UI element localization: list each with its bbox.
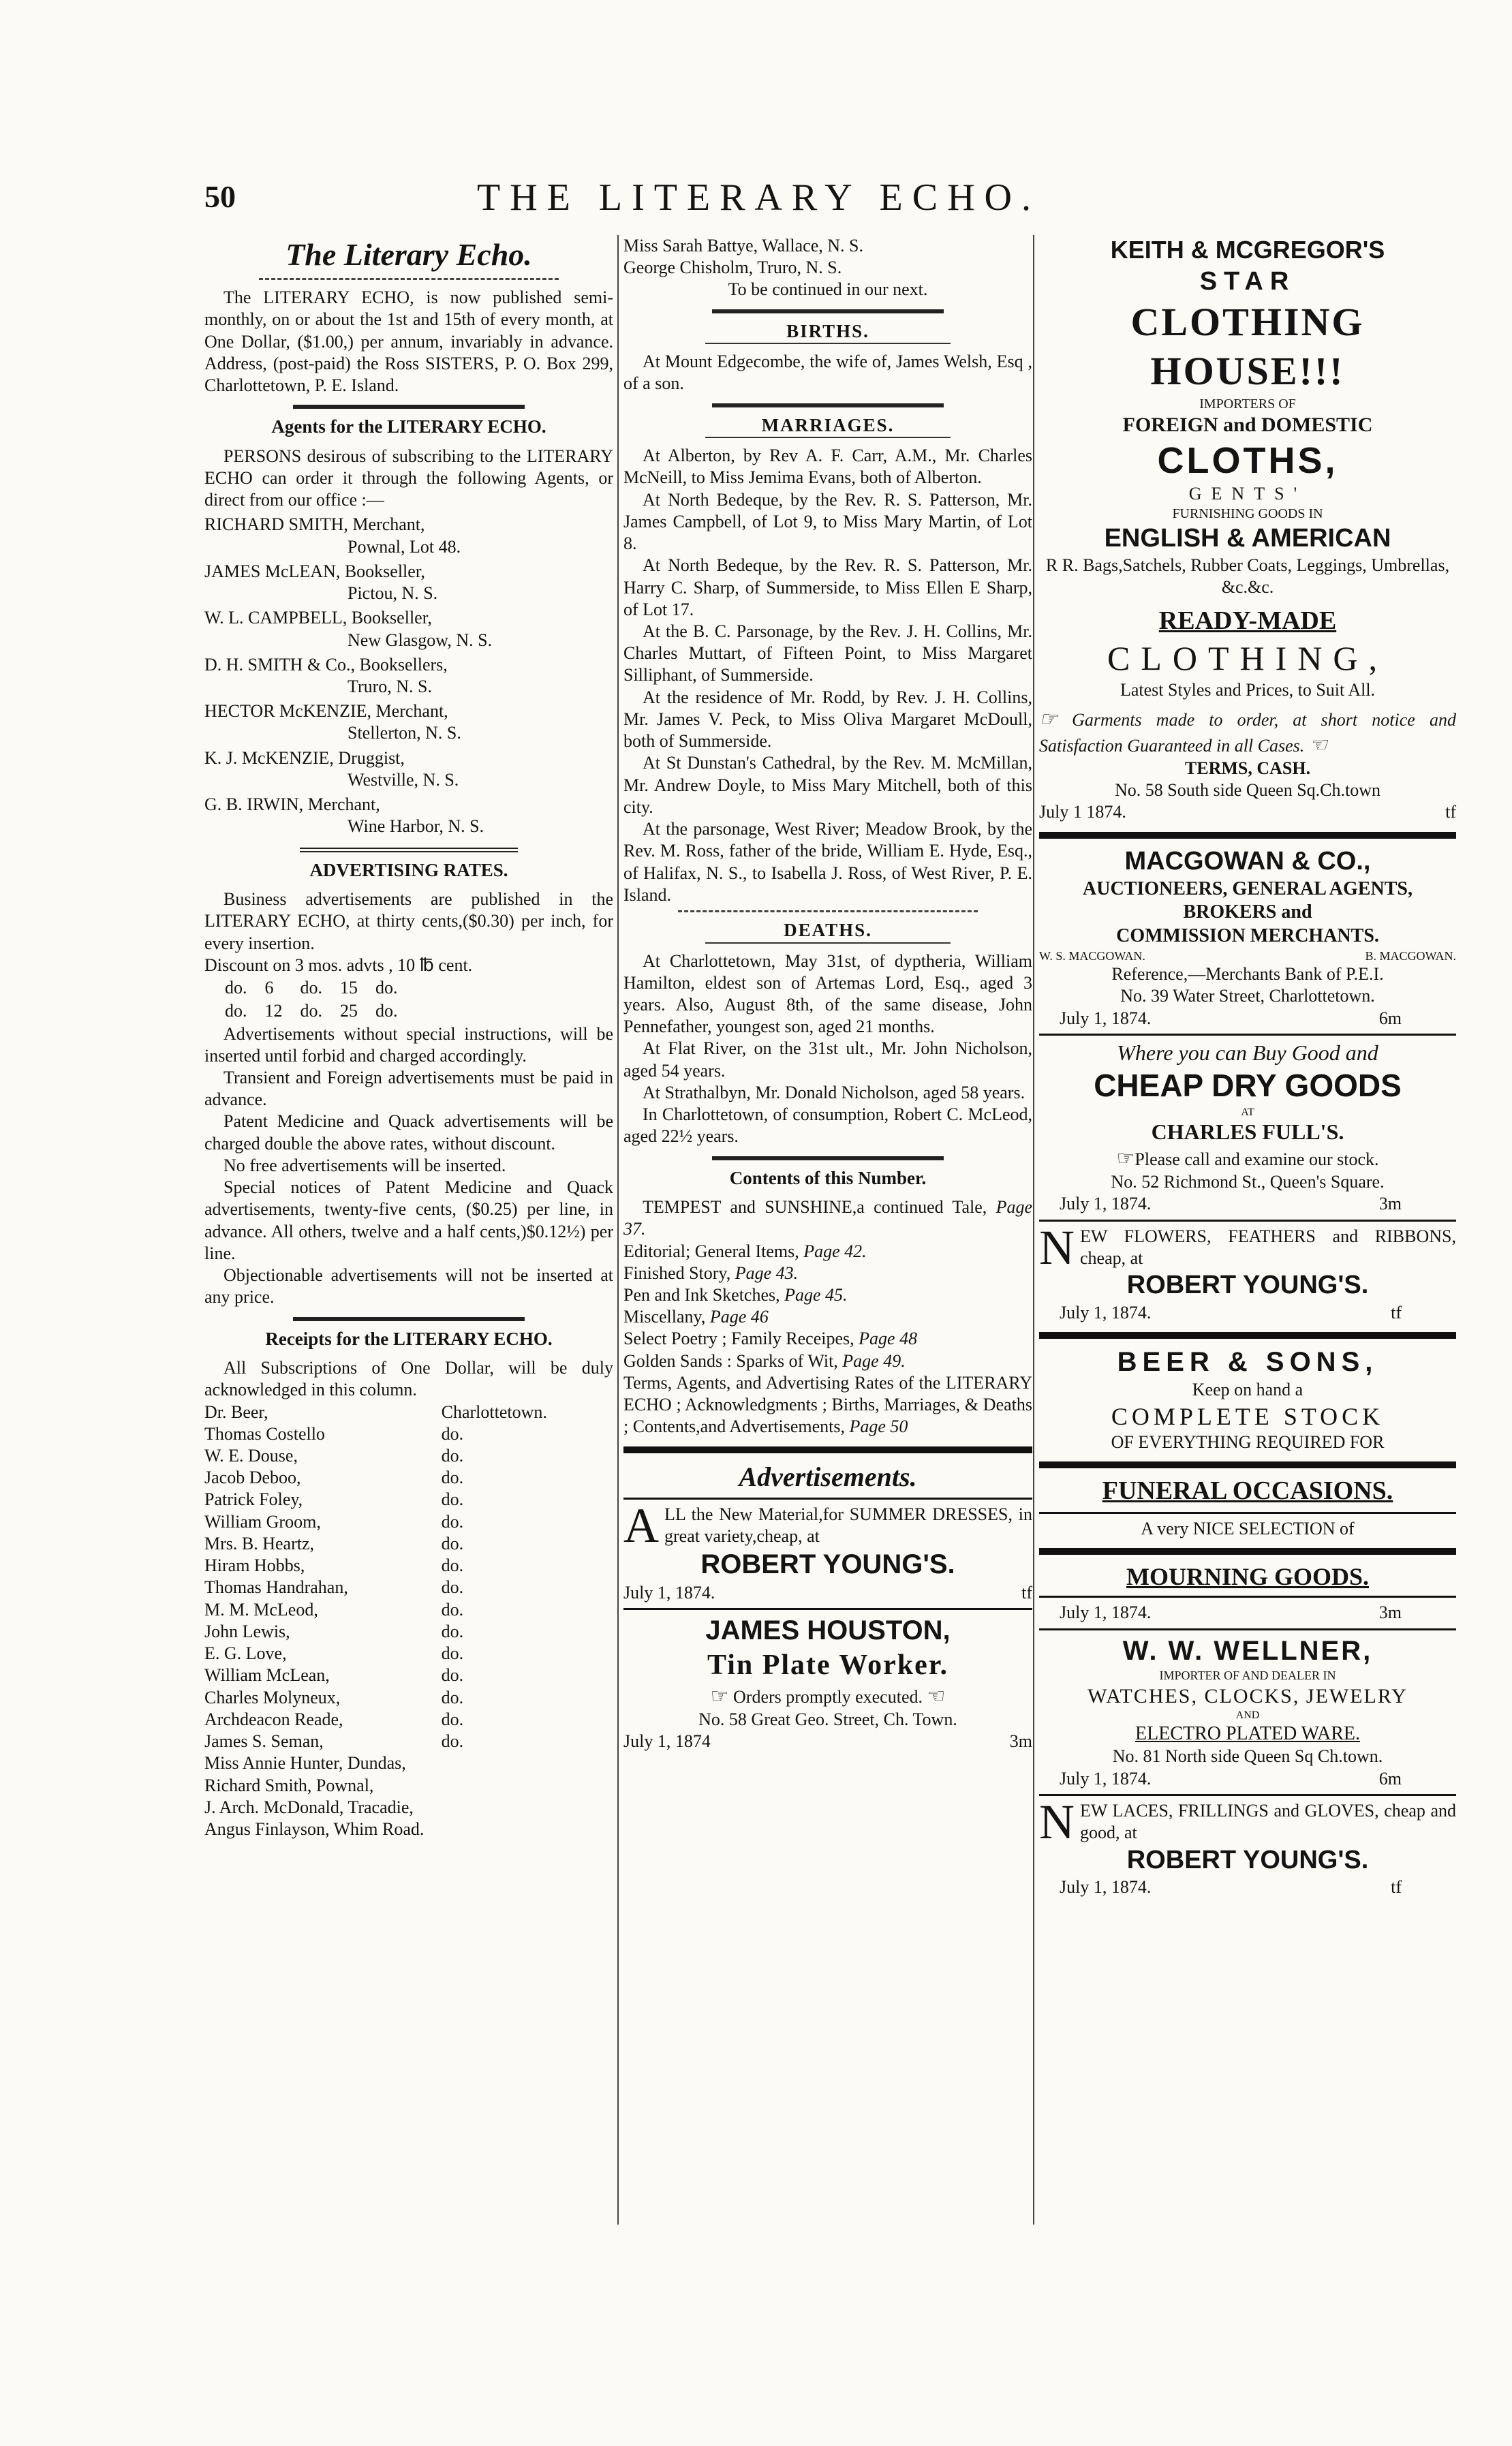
drop-cap: N bbox=[1039, 1794, 1075, 1849]
table-cell: do. bbox=[375, 1001, 398, 1021]
ad-date: July 1, 1874. bbox=[1060, 1876, 1152, 1897]
pointing-hand-icon: ☞ bbox=[710, 1684, 729, 1707]
column-rule bbox=[617, 235, 619, 2225]
subscriber-name: Jacob Deboo, bbox=[204, 1468, 301, 1488]
ad-text: WATCHES, CLOCKS, JEWELRY bbox=[1087, 1684, 1408, 1707]
ad-address: No. 58 Great Geo. Street, Ch. Town. bbox=[698, 1709, 957, 1729]
marriages-heading: MARRIAGES. bbox=[705, 414, 951, 438]
ad-text: Garments made to order, at short notice and Satisfaction Guaranteed in all Cases. bbox=[1039, 710, 1457, 756]
ad-text: AUCTIONEERS, GENERAL AGENTS, BROKERS and bbox=[1083, 878, 1413, 923]
agent-location: Westville, N. S. bbox=[348, 769, 459, 790]
ad-text: COMMISSION MERCHANTS. bbox=[1116, 925, 1379, 947]
contents-page: Page 43. bbox=[735, 1263, 799, 1283]
divider bbox=[1039, 1220, 1456, 1222]
ad-text: LL the New Material,for SUMMER DRESSES, in great variety,cheap, at bbox=[664, 1504, 1032, 1547]
paper-title: The Literary Echo. bbox=[286, 237, 532, 272]
contents-title: Pen and Ink Sketches, bbox=[623, 1285, 780, 1305]
agents-list bbox=[204, 514, 613, 837]
subscriber-place: do. bbox=[441, 1643, 464, 1664]
agent-location: Truro, N. S. bbox=[348, 677, 433, 697]
ad-charles-full bbox=[1039, 1040, 1456, 1216]
table-row bbox=[204, 1621, 613, 1643]
discount-table bbox=[225, 976, 416, 1023]
ad-date: July 1 1874. bbox=[1039, 802, 1126, 822]
ad-macgowan bbox=[1039, 846, 1456, 1030]
rates-paragraph: Special notices of Patent Medicine and Quack advertisements, twenty-five cents, ($0.25) per line, in advance. All others, twelve and a half cents,)$0.12½) per line. bbox=[204, 1177, 613, 1263]
subscriber-place: do. bbox=[441, 1577, 464, 1598]
continued-line: Miss Sarah Battye, Wallace, N. S. bbox=[623, 236, 863, 256]
contents-page: Page 42. bbox=[803, 1241, 867, 1261]
pointing-hand-icon: ☜ bbox=[927, 1684, 946, 1707]
pointing-hand-icon: ☞ bbox=[1116, 1147, 1135, 1170]
divider bbox=[1039, 1512, 1456, 1514]
table-row bbox=[204, 1731, 613, 1752]
table-cell: do. bbox=[300, 1001, 322, 1021]
marriage-notice: At the residence of Mr. Rodd, by Rev. J. H. Collins, Mr. James V. Peck, to Miss Oliva Margaret McDoull, both of Summerside. bbox=[623, 687, 1032, 752]
ad-merchant-name: ROBERT YOUNG'S. bbox=[700, 1549, 955, 1580]
agent-name: HECTOR McKENZIE, Merchant, bbox=[204, 701, 448, 722]
divider bbox=[1039, 1461, 1456, 1468]
agent-location: Stellerton, N. S. bbox=[348, 723, 461, 743]
ad-text: FOREIGN and DOMESTIC bbox=[1122, 414, 1373, 437]
ad-merchant-name: W. W. WELLNER, bbox=[1122, 1635, 1373, 1666]
divider bbox=[1039, 832, 1456, 839]
table-cell: do. bbox=[375, 978, 398, 998]
ad-tag: 6m bbox=[1378, 1008, 1402, 1028]
births-heading: BIRTHS. bbox=[705, 320, 951, 344]
contents-title: Editorial; General Items, bbox=[623, 1241, 799, 1261]
ad-date: July 1, 1874. bbox=[1060, 1603, 1152, 1623]
agent-name: JAMES McLEAN, Bookseller, bbox=[204, 561, 425, 581]
subscriber-place: do. bbox=[441, 1599, 464, 1620]
ad-new-laces bbox=[1039, 1794, 1456, 1898]
ad-text: Latest Styles and Prices, to Suit All. bbox=[1120, 680, 1376, 700]
subscriber-place: do. bbox=[441, 1621, 464, 1641]
table-cell: do. bbox=[225, 978, 247, 998]
subscriber-place: do. bbox=[441, 1555, 464, 1576]
ad-text: Keep on hand a bbox=[1192, 1380, 1303, 1400]
agent-location: Pownal, Lot 48. bbox=[348, 536, 461, 557]
marriage-notice: At North Bedeque, by the Rev. R. S. Patterson, Mr. James Campbell, of Lot 9, to Miss Mary Martin, of Lot 8. bbox=[623, 489, 1032, 554]
agent-location: Wine Harbor, N. S. bbox=[348, 816, 484, 837]
ad-text: TERMS, CASH. bbox=[1184, 758, 1311, 778]
ad-date: July 1, 1874. bbox=[1060, 1008, 1152, 1028]
ad-tag: 3m bbox=[1009, 1731, 1032, 1751]
ad-text: READY-MADE bbox=[1158, 606, 1337, 636]
ad-merchant-name: JAMES HOUSTON, bbox=[705, 1615, 951, 1645]
ad-date: July 1, 1874. bbox=[1060, 1194, 1152, 1214]
subscriber-place: do. bbox=[441, 1489, 464, 1510]
subscriber-name: Hiram Hobbs, bbox=[204, 1555, 305, 1576]
agent-name: K. J. McKENZIE, Druggist, bbox=[204, 747, 405, 768]
agent-entry bbox=[204, 794, 613, 837]
ad-wellner bbox=[1039, 1635, 1456, 1790]
table-row bbox=[204, 1511, 613, 1533]
subscriber-name: E. G. Love, bbox=[204, 1643, 287, 1664]
ad-address: No. 39 Water Street, Charlottetown. bbox=[1120, 986, 1375, 1006]
ad-cheap-dry-goods: CHEAP DRY GOODS bbox=[1094, 1068, 1402, 1104]
table-row bbox=[225, 976, 416, 1000]
agent-name: G. B. IRWIN, Merchant, bbox=[204, 794, 380, 815]
subscriber-place: do. bbox=[441, 1731, 464, 1752]
contents-title: Miscellany, bbox=[623, 1307, 706, 1327]
subscriber-place: do. bbox=[441, 1665, 464, 1686]
table-cell: 25 bbox=[340, 1001, 358, 1021]
ad-text: MOURNING GOODS. bbox=[1126, 1562, 1369, 1590]
agent-location: New Glasgow, N. S. bbox=[348, 630, 493, 650]
ad-partner: B. MACGOWAN. bbox=[1365, 948, 1456, 963]
death-notice: In Charlottetown, of consumption, Robert C. McLeod, aged 22½ years. bbox=[623, 1104, 1032, 1147]
divider bbox=[300, 848, 518, 852]
contents-title: Terms, Agents, and Advertising Rates of the LITERARY ECHO ; Acknowledgments ; Births, Marriages, & Deaths ; Contents,and Advertisements, bbox=[623, 1372, 1032, 1437]
subscriber-name: James S. Seman, bbox=[204, 1731, 324, 1752]
contents-heading: Contents of this Number. bbox=[729, 1167, 927, 1188]
rates-paragraph: Transient and Foreign advertisements must be paid in advance. bbox=[204, 1068, 613, 1110]
ad-text: EW LACES, FRILLINGS and GLOVES, cheap and good, at bbox=[1080, 1800, 1456, 1843]
ad-merchant-name: ROBERT YOUNG'S. bbox=[1126, 1845, 1369, 1874]
death-notice: At Strathalbyn, Mr. Donald Nicholson, aged 58 years. bbox=[643, 1082, 1025, 1102]
contents-page: Page 37. bbox=[623, 1197, 1032, 1239]
table-row bbox=[204, 1599, 613, 1621]
ad-text: OF EVERYTHING REQUIRED FOR bbox=[1111, 1432, 1385, 1453]
divider bbox=[623, 1446, 1032, 1453]
ad-cloths: CLOTHS, bbox=[1157, 439, 1338, 481]
ad-text: Orders promptly executed. bbox=[733, 1686, 923, 1707]
subscriber-line: J. Arch. McDonald, Tracadie, bbox=[204, 1797, 414, 1817]
table-row bbox=[204, 1402, 613, 1423]
contents-item bbox=[623, 1328, 1032, 1350]
contents-title: Select Poetry ; Family Receipes, bbox=[623, 1329, 854, 1349]
subscriber-name: Thomas Handrahan, bbox=[204, 1577, 348, 1598]
subscriber-line: Angus Finlayson, Whim Road. bbox=[204, 1818, 425, 1839]
ad-text: Where you can Buy Good and bbox=[1117, 1040, 1378, 1065]
ad-text: Reference,—Merchants Bank of P.E.I. bbox=[1111, 964, 1384, 985]
table-row bbox=[225, 1000, 416, 1023]
contents-item bbox=[623, 1196, 1032, 1240]
advertisements-heading: Advertisements. bbox=[739, 1461, 917, 1492]
subscriber-name: Archdeacon Reade, bbox=[204, 1709, 343, 1729]
ad-tag: 3m bbox=[1378, 1603, 1402, 1623]
pointing-hand-icon: ☜ bbox=[1308, 733, 1327, 756]
table-row bbox=[204, 1687, 613, 1709]
discount-line: Discount on 3 mos. advts , 10 ℔ cent. bbox=[204, 955, 473, 975]
agent-entry bbox=[204, 561, 613, 604]
subscriber-name: Mrs. B. Heartz, bbox=[204, 1533, 315, 1553]
table-cell: do. bbox=[225, 1001, 247, 1021]
table-cell: 6 bbox=[264, 978, 274, 998]
divider bbox=[712, 403, 944, 407]
ad-address: No. 58 South side Queen Sq.Ch.town bbox=[1115, 780, 1380, 801]
subscriber-place: do. bbox=[441, 1468, 464, 1488]
agent-location: Pictou, N. S. bbox=[348, 583, 438, 604]
ad-partner: W. S. MACGOWAN. bbox=[1039, 948, 1145, 963]
contents-page: Page 46 bbox=[709, 1307, 769, 1327]
table-row bbox=[204, 1533, 613, 1555]
marriage-notice: At St Dunstan's Cathedral, by the Rev. M. McMillan, Mr. Andrew Doyle, to Miss Mary Mitchell, both of this city. bbox=[623, 753, 1032, 817]
contents-page: Page 50 bbox=[849, 1416, 908, 1437]
ad-tag: tf bbox=[1391, 1302, 1402, 1322]
subscriber-name: Patrick Foley, bbox=[204, 1489, 303, 1510]
contents-item bbox=[623, 1350, 1032, 1372]
marriage-notice: At Alberton, by Rev A. F. Carr, A.M., Mr. Charles McNeill, to Miss Jemima Evans, both of Alberton. bbox=[623, 446, 1032, 488]
ad-date: July 1, 1874 bbox=[623, 1731, 711, 1751]
rates-paragraph: Advertisements without special instructions, will be inserted until forbid and charged accordingly. bbox=[204, 1023, 613, 1066]
ad-text: R R. Bags,Satchels, Rubber Coats, Leggings, Umbrellas, &c.&c. bbox=[1045, 555, 1450, 597]
ad-text: FURNISHING GOODS IN bbox=[1172, 506, 1323, 521]
agent-entry bbox=[204, 700, 613, 744]
divider bbox=[1039, 1794, 1456, 1796]
ad-text: AND bbox=[1235, 1709, 1260, 1721]
table-cell: 12 bbox=[264, 1001, 283, 1021]
contents-item bbox=[623, 1372, 1032, 1438]
rates-paragraph: Patent Medicine and Quack advertisements will be charged double the above rates, without discount. bbox=[204, 1111, 613, 1154]
ad-beer-sons bbox=[1039, 1346, 1456, 1624]
table-row bbox=[204, 1467, 613, 1489]
column-1 bbox=[204, 235, 613, 1840]
subscriber-place: Charlottetown. bbox=[441, 1402, 547, 1422]
agent-name: RICHARD SMITH, Merchant, bbox=[204, 514, 425, 535]
ad-date: July 1, 1874. bbox=[1060, 1768, 1152, 1789]
subscriber-name: Charles Molyneux, bbox=[204, 1687, 341, 1707]
rates-paragraph: Business advertisements are published in the LITERARY ECHO, at thirty cents,($0.30) per inch, for every insertion. bbox=[204, 889, 613, 953]
table-row bbox=[204, 1555, 613, 1577]
contents-item bbox=[623, 1306, 1032, 1328]
contents-title: Finished Story, bbox=[623, 1263, 731, 1283]
drop-cap: A bbox=[623, 1498, 659, 1553]
ad-james-houston bbox=[623, 1614, 1032, 1752]
contents-item bbox=[623, 1263, 1032, 1284]
subscriber-name: W. E. Douse, bbox=[204, 1445, 298, 1466]
ad-address: No. 81 North side Queen Sq Ch.town. bbox=[1112, 1746, 1383, 1767]
ad-text: GENTS' bbox=[1188, 484, 1307, 504]
divider bbox=[1039, 1034, 1456, 1036]
rates-paragraph: No free advertisements will be inserted. bbox=[223, 1155, 506, 1175]
subscriber-name: Dr. Beer, bbox=[204, 1402, 268, 1422]
ad-text: ENGLISH & AMERICAN bbox=[1104, 523, 1391, 553]
death-notice: At Flat River, on the 31st ult., Mr. John Nicholson, aged 54 years. bbox=[623, 1038, 1032, 1081]
contents-page: Page 45. bbox=[784, 1285, 848, 1305]
receipts-intro: All Subscriptions of One Dollar, will be duly acknowledged in this column. bbox=[204, 1358, 613, 1400]
ad-text: IMPORTER OF AND DEALER IN bbox=[1159, 1669, 1336, 1683]
ad-new-flowers bbox=[1039, 1220, 1456, 1324]
table-row bbox=[204, 1665, 613, 1686]
agent-name: D. H. SMITH & Co., Booksellers, bbox=[204, 654, 448, 675]
to-be-continued: To be continued in our next. bbox=[728, 279, 928, 300]
deaths-heading: DEATHS. bbox=[705, 919, 951, 943]
agent-entry bbox=[204, 514, 613, 557]
table-cell: do. bbox=[300, 978, 322, 998]
drop-cap: N bbox=[1039, 1220, 1075, 1275]
divider bbox=[623, 1608, 1032, 1610]
ad-merchant-name: CHARLES FULL'S. bbox=[1151, 1119, 1344, 1145]
advertising-rates-heading: ADVERTISING RATES. bbox=[309, 859, 508, 880]
contents-list bbox=[623, 1196, 1032, 1438]
column-2 bbox=[623, 235, 1032, 1752]
subscriber-place: do. bbox=[441, 1445, 464, 1466]
pointing-hand-icon: ☞ bbox=[1039, 708, 1058, 731]
subscriber-name: William McLean, bbox=[204, 1665, 330, 1686]
ad-text: COMPLETE STOCK bbox=[1111, 1402, 1385, 1430]
ad-tag: tf bbox=[1445, 802, 1456, 822]
rates-paragraph: Objectionable advertisements will not be inserted at any price. bbox=[204, 1265, 613, 1307]
ad-merchant-name: MACGOWAN & CO., bbox=[1124, 846, 1371, 876]
column-rule bbox=[1033, 235, 1034, 2225]
subscriber-place: do. bbox=[441, 1423, 464, 1444]
table-row bbox=[204, 1577, 613, 1598]
divider bbox=[293, 405, 525, 409]
table-cell: 15 bbox=[340, 978, 358, 998]
masthead: THE LITERARY ECHO. bbox=[477, 176, 1040, 219]
agents-heading: Agents for the LITERARY ECHO. bbox=[271, 416, 546, 437]
ad-clothing-house: CLOTHING HOUSE!!! bbox=[1130, 299, 1365, 393]
ad-tag: tf bbox=[1021, 1582, 1032, 1603]
subscriber-place: do. bbox=[441, 1511, 464, 1532]
column-3 bbox=[1039, 235, 1456, 1898]
ad-address: No. 52 Richmond St., Queen's Square. bbox=[1111, 1172, 1385, 1192]
intro-paragraph: The LITERARY ECHO, is now published semi-monthly, on or about the 1st and 15th of every month, at One Dollar, ($1.00,) per annum, invariably in advance. Address, (post-paid) the Ross SISTERS, P. O. Box 299, Charlottetown, P. E. Island. bbox=[204, 288, 613, 395]
contents-page: Page 48 bbox=[859, 1329, 918, 1349]
subscriber-place: do. bbox=[441, 1687, 464, 1707]
ad-tag: tf bbox=[1391, 1876, 1402, 1897]
table-row bbox=[204, 1489, 613, 1511]
subscriber-name: William Groom, bbox=[204, 1511, 321, 1532]
agent-entry bbox=[204, 607, 613, 651]
subscriber-name: M. M. McLeod, bbox=[204, 1599, 318, 1620]
ad-text: EW FLOWERS, FEATHERS and RIBBONS, cheap, at bbox=[1080, 1226, 1456, 1268]
divider bbox=[712, 309, 944, 313]
subscriber-line: Miss Annie Hunter, Dundas, bbox=[204, 1753, 406, 1774]
ad-text: IMPORTERS OF bbox=[1199, 396, 1296, 412]
ad-text: AT bbox=[1241, 1106, 1254, 1118]
marriage-notice: At North Bedeque, by the Rev. R. S. Patterson, Mr. Harry C. Sharp, of Summerside, to Miss Ellen E Sharp, of Lot 17. bbox=[623, 555, 1032, 619]
ad-date: July 1, 1874. bbox=[1060, 1302, 1152, 1322]
divider bbox=[712, 1156, 944, 1160]
divider bbox=[678, 910, 978, 912]
divider bbox=[623, 1498, 1032, 1500]
subscribers-table bbox=[204, 1402, 613, 1753]
table-row bbox=[204, 1709, 613, 1731]
subscriber-place: do. bbox=[441, 1533, 464, 1553]
contents-title: Golden Sands : Sparks of Wit, bbox=[623, 1350, 838, 1371]
ad-merchant-name: KEITH & MCGREGOR'S bbox=[1110, 236, 1385, 264]
birth-notice: At Mount Edgecombe, the wife of, James Welsh, Esq , of a son. bbox=[623, 352, 1032, 394]
contents-page: Page 49. bbox=[842, 1350, 906, 1371]
ad-merchant-name: ROBERT YOUNG'S. bbox=[1126, 1271, 1369, 1300]
continued-line: George Chisholm, Truro, N. S. bbox=[623, 258, 842, 278]
ad-tag: 6m bbox=[1378, 1768, 1402, 1789]
ad-keith-mcgregor bbox=[1039, 235, 1456, 824]
subscriber-line: Richard Smith, Pownal, bbox=[204, 1775, 374, 1795]
table-row bbox=[204, 1423, 613, 1445]
ad-tag: 3m bbox=[1378, 1194, 1402, 1214]
receipts-heading: Receipts for the LITERARY ECHO. bbox=[265, 1328, 553, 1349]
ad-clothing: CLOTHING, bbox=[1107, 639, 1389, 678]
ad-text: ELECTRO PLATED WARE. bbox=[1135, 1722, 1361, 1744]
page-number: 50 bbox=[204, 179, 236, 214]
agents-intro: PERSONS desirous of subscribing to the LITERARY ECHO can order it through the following Agents, or direct from our office :— bbox=[204, 446, 613, 510]
divider bbox=[293, 1317, 525, 1321]
divider bbox=[259, 278, 559, 280]
contents-title: TEMPEST and SUNSHINE,a continued Tale, bbox=[643, 1197, 987, 1218]
divider bbox=[1039, 1628, 1456, 1630]
ad-date: July 1, 1874. bbox=[623, 1582, 715, 1603]
marriage-notice: At the parsonage, West River; Meadow Brook, by the Rev. M. Ross, father of the bride, William E. Hyde, Esq., of Halifax, N. S., to Isabella J. Ross, of West River, P. E. Island. bbox=[623, 819, 1032, 905]
divider bbox=[1039, 1548, 1456, 1555]
divider bbox=[1039, 1596, 1456, 1598]
ad-trade: Tin Plate Worker. bbox=[707, 1650, 949, 1682]
ad-text: A very NICE SELECTION of bbox=[1141, 1518, 1355, 1538]
ad-summer-dresses bbox=[623, 1498, 1032, 1604]
divider bbox=[1039, 1332, 1456, 1339]
agent-entry bbox=[204, 747, 613, 791]
contents-item bbox=[623, 1241, 1032, 1263]
table-row bbox=[204, 1445, 613, 1467]
subscriber-name: Thomas Costello bbox=[204, 1423, 325, 1444]
death-notice: At Charlottetown, May 31st, of dyptheria, William Hamilton, eldest son of Artemas Lord, Esq., aged 3 years. Also, August 8th, of the same disease, John Pennefather, youngest son, aged 21 months. bbox=[623, 950, 1032, 1037]
agent-name: W. L. CAMPBELL, Bookseller, bbox=[204, 608, 432, 628]
subscriber-place: do. bbox=[441, 1709, 464, 1729]
table-row bbox=[204, 1643, 613, 1665]
ad-star: STAR bbox=[1199, 266, 1296, 296]
contents-item bbox=[623, 1284, 1032, 1306]
ad-text: Please call and examine our stock. bbox=[1135, 1149, 1379, 1169]
ad-merchant-name: BEER & SONS, bbox=[1117, 1346, 1378, 1377]
agent-entry bbox=[204, 654, 613, 698]
subscriber-name: John Lewis, bbox=[204, 1621, 290, 1641]
ad-text: FUNERAL OCCASIONS. bbox=[1102, 1476, 1393, 1506]
marriage-notice: At the B. C. Parsonage, by the Rev. J. H. Collins, Mr. Charles Muttart, of Fifteen Point, to Miss Margaret Silliphant, of Summerside. bbox=[623, 621, 1032, 685]
